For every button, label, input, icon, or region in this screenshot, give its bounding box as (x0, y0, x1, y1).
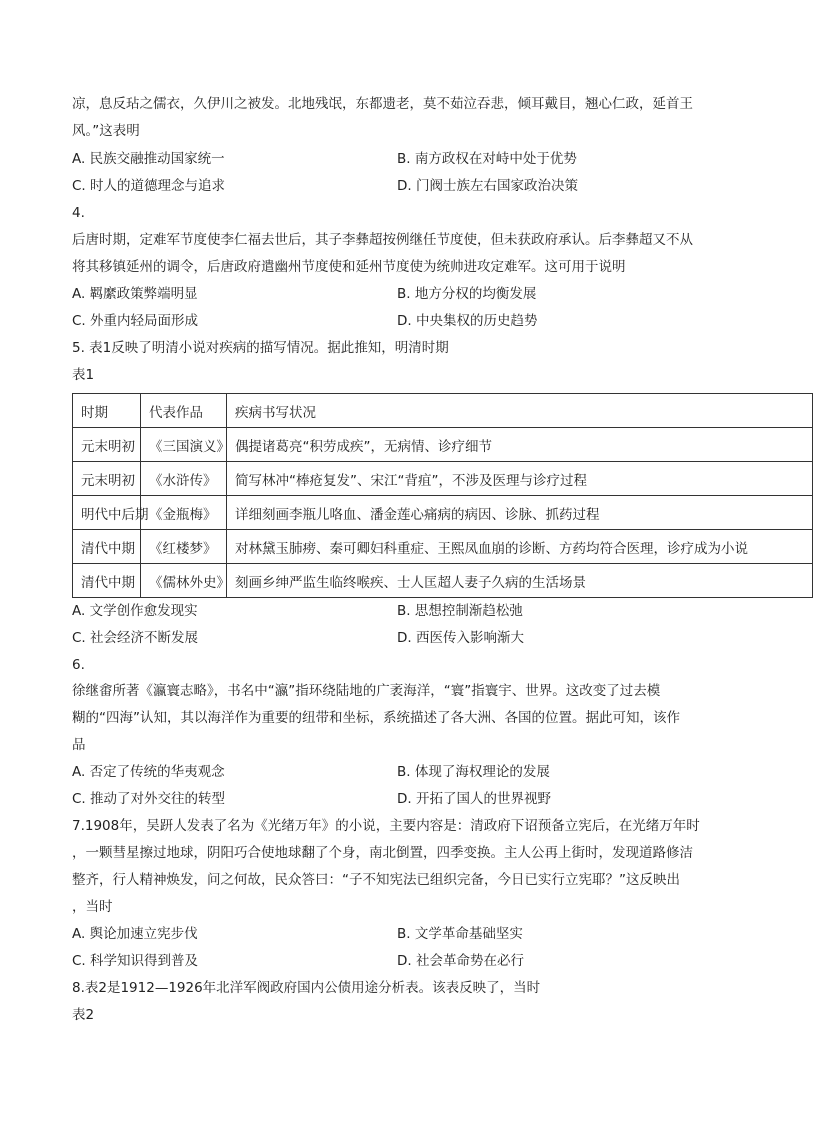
table-row (73, 530, 813, 564)
q3-option-c[interactable]: C. 时人的道德理念与追求 (72, 178, 226, 194)
q3-option-b[interactable]: B. 南方政权在对峙中处于优势 (397, 151, 577, 167)
q6-option-d[interactable]: D. 开拓了国人的世界视野 (397, 791, 551, 807)
cell-work: 《三国演义》 (141, 428, 227, 462)
table2-title: 表2 (72, 1007, 95, 1023)
table-row (73, 428, 813, 462)
cell-work: 《儒林外史》 (141, 564, 227, 598)
cell-description: 对林黛玉肺痨、秦可卿妇科重症、王熙凤血崩的诊断、方药均符合医理，诊疗成为小说 (227, 530, 813, 564)
cell-work: 《红楼梦》 (141, 530, 227, 564)
q6-option-b[interactable]: B. 体现了海权理论的发展 (397, 764, 550, 780)
q5-option-d[interactable]: D. 西医传入影响渐大 (397, 630, 524, 646)
q4-option-c[interactable]: C. 外重内轻局面形成 (72, 313, 199, 329)
cell-work: 《水浒传》 (141, 462, 227, 496)
cell-description: 偶提诸葛亮“积劳成疾”，无病情、诊疗细节 (227, 428, 813, 462)
cell-description: 详细刻画李瓶儿咯血、潘金莲心痛病的病因、诊脉、抓药过程 (227, 496, 813, 530)
q4-stem-line-1: 后唐时期，定难军节度使李仁福去世后，其子李彝超按例继任节度使，但未获政府承认。后李彝超又不从 (72, 232, 693, 248)
q4-number: 4. (72, 205, 85, 221)
cell-work: 《金瓶梅》 (141, 496, 227, 530)
cell-description: 刻画乡绅严监生临终喉疾、士人匡超人妻子久病的生活场景 (227, 564, 813, 598)
cell-description: 简写林冲“棒疮复发”、宋江“背疽”，不涉及医理与诊疗过程 (227, 462, 813, 496)
header-period: 时期 (73, 394, 141, 428)
header-work: 代表作品 (141, 394, 227, 428)
header-illness-writing: 疾病书写状况 (227, 394, 813, 428)
cell-period: 元末明初 (73, 428, 141, 462)
table-row (73, 496, 813, 530)
q6-stem-line-1: 徐继畬所著《瀛寰志略》，书名中“瀛”指环绕陆地的广袤海洋，“寰”指寰宇、世界。这改变了过去模 (72, 683, 661, 699)
table-1 (72, 393, 813, 598)
q7-stem-line-2: ，一颗彗星擦过地球，阴阳巧合使地球翻了个身，南北倒置，四季变换。主人公再上街时，发现道路修洁 (72, 845, 693, 861)
q3-stem-line-1: 凉，息反玷之儒衣，久伊川之被发。北地残氓，东都遗老，莫不茹泣吞悲，倾耳戴目，翘心仁政，延首王 (72, 96, 693, 112)
cell-period: 明代中后期 (73, 496, 141, 530)
q7-option-b[interactable]: B. 文学革命基础坚实 (397, 926, 523, 942)
q7-option-a[interactable]: A. 舆论加速立宪步伐 (72, 926, 198, 942)
q3-option-d[interactable]: D. 门阀士族左右国家政治决策 (397, 178, 578, 194)
q4-option-a[interactable]: A. 羁縻政策弊端明显 (72, 286, 198, 302)
q3-option-a[interactable]: A. 民族交融推动国家统一 (72, 151, 225, 167)
q5-stem: 5. 表1反映了明清小说对疾病的描写情况。据此推知，明清时期 (72, 340, 449, 356)
q6-stem-line-3: 品 (72, 737, 86, 753)
q6-number: 6. (72, 657, 85, 673)
table-row (73, 564, 813, 598)
q4-stem-line-2: 将其移镇延州的调令，后唐政府遣幽州节度使和延州节度使为统帅进攻定难军。这可用于说明 (72, 259, 626, 275)
q7-option-c[interactable]: C. 科学知识得到普及 (72, 953, 199, 969)
q4-option-b[interactable]: B. 地方分权的均衡发展 (397, 286, 537, 302)
q8-stem: 8.表2是1912—1926年北洋军阀政府国内公债用途分析表。该表反映了，当时 (72, 980, 541, 996)
cell-period: 清代中期 (73, 530, 141, 564)
q5-option-c[interactable]: C. 社会经济不断发展 (72, 630, 199, 646)
q6-option-c[interactable]: C. 推动了对外交往的转型 (72, 791, 226, 807)
q7-stem-line-1: 7.1908年，吴趼人发表了名为《光绪万年》的小说，主要内容是：清政府下诏预备立宪后，在光绪万年时 (72, 818, 700, 834)
q7-option-d[interactable]: D. 社会革命势在必行 (397, 953, 524, 969)
table-header-row (73, 394, 813, 428)
q5-option-b[interactable]: B. 思想控制渐趋松弛 (397, 603, 523, 619)
table-row (73, 462, 813, 496)
cell-period: 清代中期 (73, 564, 141, 598)
q5-option-a[interactable]: A. 文学创作愈发现实 (72, 603, 198, 619)
q7-stem-line-3: 整齐，行人精神焕发，问之何故，民众答曰：“子不知宪法已组织完备，今日已实行立宪耶？”这反映出 (72, 872, 680, 888)
q6-stem-line-2: 糊的“四海”认知，其以海洋作为重要的纽带和坐标，系统描述了各大洲、各国的位置。据此可知，该作 (72, 710, 680, 726)
q7-stem-line-4: ，当时 (72, 899, 113, 915)
q4-option-d[interactable]: D. 中央集权的历史趋势 (397, 313, 538, 329)
q3-stem-line-2: 风。”这表明 (72, 123, 140, 139)
cell-period: 元末明初 (73, 462, 141, 496)
table1-title: 表1 (72, 367, 95, 383)
q6-option-a[interactable]: A. 否定了传统的华夷观念 (72, 764, 225, 780)
